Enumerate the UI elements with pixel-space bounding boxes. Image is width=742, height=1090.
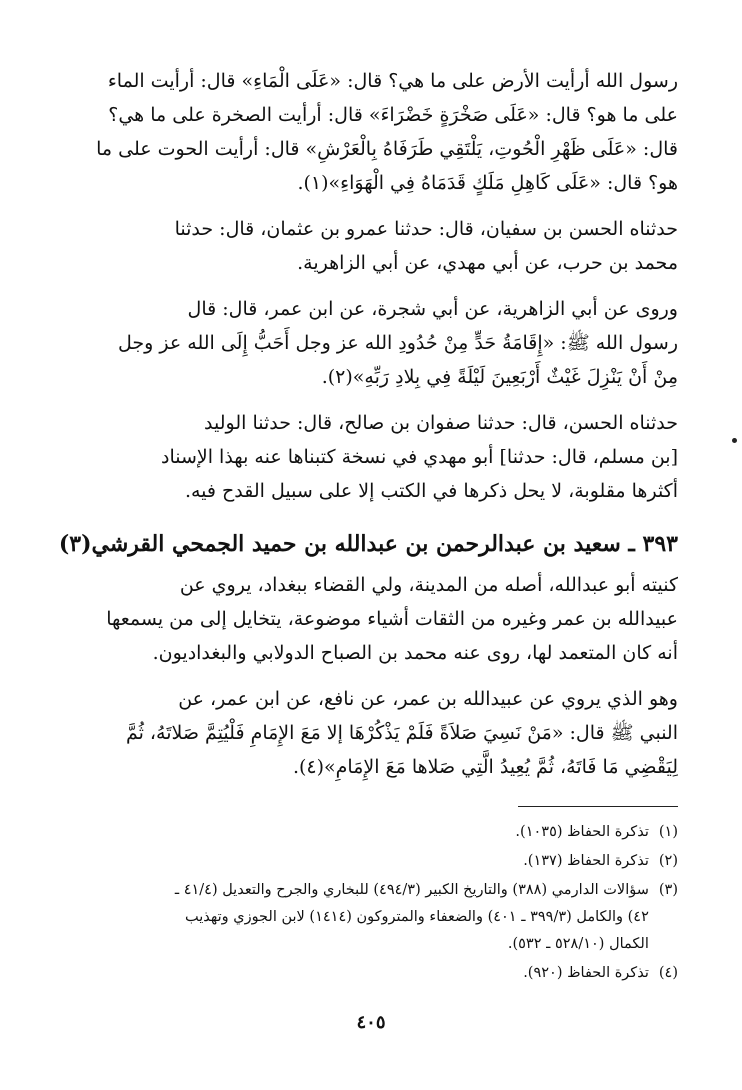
text-line: النبي ﷺ قال: «مَنْ نَسِيَ صَلاَةً فَلَمْ يَذْكُرْهَا إلا مَعَ الإِمَامِ فَلْيُتِمَّ صَلاتَهُ، ثُمَّ (125, 722, 678, 744)
footnotes (66, 819, 678, 987)
text-line: هو؟ قال: «عَلَى كَاهِلِ مَلَكٍ قَدَمَاهُ فِي الْهَوَاءِ»(١). (297, 172, 678, 194)
text-line: سؤالات الدارمي (٣٨٨) والتاريخ الكبير (٤٩٤/٣) للبخاري والجرح والتعديل (٤١/٤ ـ (174, 882, 649, 898)
text-block-1 (66, 64, 678, 508)
text-line: تذكرة الحفاظ (٩٢٠). (523, 965, 649, 981)
paragraph-4 (66, 406, 678, 508)
text-line: رسول الله أرأيت الأرض على ما هي؟ قال: «عَلَى الْمَاءِ» قال: أرأيت الماء (107, 70, 678, 92)
text-line: لِيَقْضِي مَا فَاتَهُ، ثُمَّ يُعِيدُ الَّتِي صَلاها مَعَ الإِمَامِ»(٤). (292, 756, 678, 778)
text-line: وهو الذي يروي عن عبيدالله بن عمر، عن نافع، عن ابن عمر، عن (178, 688, 678, 710)
text-line: [بن مسلم، قال: حدثنا] أبو مهدي في نسخة كتبناها عنه بهذا الإسناد (161, 446, 678, 468)
footnote-3 (66, 877, 678, 958)
footnote-4 (66, 960, 678, 987)
text-line: تذكرة الحفاظ (١٠٣٥). (515, 824, 649, 840)
text-line: قال: «عَلَى ظَهْرِ الْحُوتِ، يَلْتَقِي طَرَفَاهُ بِالْعَرْشِ» قال: أرأيت الحوت على ما (96, 138, 678, 160)
text-line: أكثرها مقلوبة، لا يحل ذكرها في الكتب إلا على سبيل القدح فيه. (184, 480, 678, 502)
text-line: مِنْ أَنْ يَنْزِلَ غَيْثٌ أَرْبَعِينَ لَيْلَةً فِي بِلادِ رَبِّهِ»(٢). (321, 366, 678, 388)
text-line: ٤٢) والكامل (٣٩٩/٣ ـ ٤٠١) والضعفاء والمتروكون (١٤١٤) لابن الجوزي وتهذيب (185, 909, 649, 925)
entry-heading: ٣٩٣ ـ سعيد بن عبدالرحمن بن عبدالله بن حميد الجمحي القرشي(٣) (58, 531, 678, 557)
paragraph-5 (66, 568, 678, 670)
text-line: وروى عن أبي الزاهرية، عن أبي شجرة، عن ابن عمر، قال: قال (187, 298, 678, 320)
footnote-2 (66, 848, 678, 875)
text-line: على ما هو؟ قال: «عَلَى صَخْرَةٍ خَضْرَاءَ» قال: أرأيت الصخرة على ما هي؟ (108, 104, 678, 126)
footnote-text (66, 877, 649, 958)
page-body (58, 64, 678, 989)
text-line: الكمال (٥٢٨/١٠ ـ ٥٣٢). (507, 936, 649, 952)
text-line: أنه كان المتعمد لها، روى عنه محمد بن الصباح الدولابي والبغداديون. (152, 642, 678, 664)
footnote-text (66, 848, 649, 875)
text-block-2 (66, 568, 678, 784)
paragraph-6 (66, 682, 678, 784)
footnote-number: (٣) (658, 882, 678, 898)
text-line: رسول الله ﷺ: «إِقَامَةُ حَدٍّ مِنْ حُدُودِ الله عز وجل أَحَبُّ إِلَى الله عز وجل (118, 332, 678, 354)
footnote-number: (٤) (658, 965, 678, 981)
footnote-1 (66, 819, 678, 846)
footnote-text (66, 819, 649, 846)
paragraph-1 (66, 64, 678, 200)
footnote-text (66, 960, 649, 987)
footnote-separator (518, 806, 678, 807)
page-number: ٤٠٥ (356, 1012, 386, 1033)
text-line: كنيته أبو عبدالله، أصله من المدينة، ولي القضاء ببغداد، يروي عن (179, 574, 678, 596)
footnote-number: (١) (658, 824, 678, 840)
paragraph-2 (66, 212, 678, 280)
text-line: محمد بن حرب، عن أبي مهدي، عن أبي الزاهرية. (297, 252, 678, 274)
margin-mark (732, 438, 737, 443)
paragraph-3 (66, 292, 678, 394)
text-line: حدثناه الحسن، قال: حدثنا صفوان بن صالح، قال: حدثنا الوليد (204, 412, 678, 434)
text-line: عبيدالله بن عمر وغيره من الثقات أشياء موضوعة، يتخايل إلى من يسمعها (106, 608, 678, 630)
text-line: حدثناه الحسن بن سفيان، قال: حدثنا عمرو بن عثمان، قال: حدثنا (174, 218, 678, 240)
footnote-number: (٢) (658, 853, 678, 869)
text-line: تذكرة الحفاظ (١٣٧). (523, 853, 649, 869)
